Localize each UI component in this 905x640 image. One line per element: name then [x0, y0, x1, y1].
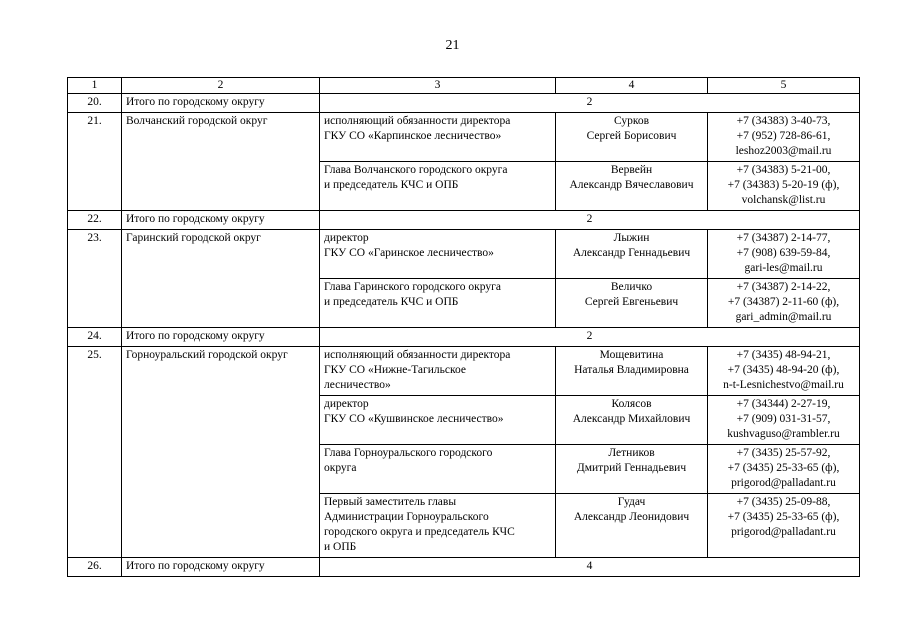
row-number: 26.	[68, 558, 122, 577]
row-number: 23.	[68, 230, 122, 328]
row-number: 24.	[68, 328, 122, 347]
person-name: Гудач Александр Леонидович	[556, 494, 708, 558]
contact-info: +7 (34344) 2-27-19, +7 (909) 031-31-57, kushvaguso@rambler.ru	[708, 396, 860, 445]
table-row	[68, 347, 860, 396]
total-label: Итого по городскому округу	[122, 328, 320, 347]
person-name: Вервейн Александр Вячеславович	[556, 162, 708, 211]
table-row	[68, 113, 860, 162]
total-value: 4	[320, 558, 860, 577]
position-cell: исполняющий обязанности директора ГКУ СО «Карпинское лесничество»	[320, 113, 556, 162]
person-name: Величко Сергей Евгеньевич	[556, 279, 708, 328]
header-cell: 5	[708, 78, 860, 94]
total-row	[68, 94, 860, 113]
page-number: 21	[445, 38, 460, 53]
district-name: Волчанский городской округ	[122, 113, 320, 211]
position-cell: Первый заместитель главы Администрации Горноуральского городского округа и председатель КЧС и ОПБ	[320, 494, 556, 558]
header-row	[68, 78, 860, 94]
total-label: Итого по городскому округу	[122, 94, 320, 113]
person-name: Лыжин Александр Геннадьевич	[556, 230, 708, 279]
row-number: 21.	[68, 113, 122, 211]
total-row	[68, 558, 860, 577]
position-cell: Глава Горноуральского городского округа	[320, 445, 556, 494]
contact-info: +7 (34387) 2-14-77, +7 (908) 639-59-84, gari-les@mail.ru	[708, 230, 860, 279]
total-row	[68, 328, 860, 347]
position-cell: Глава Гаринского городского округа и председатель КЧС и ОПБ	[320, 279, 556, 328]
contact-info: +7 (34383) 5-21-00, +7 (34383) 5-20-19 (ф), volchansk@list.ru	[708, 162, 860, 211]
row-number: 22.	[68, 211, 122, 230]
district-name: Гаринский городской округ	[122, 230, 320, 328]
total-row	[68, 211, 860, 230]
position-cell: директор ГКУ СО «Гаринское лесничество»	[320, 230, 556, 279]
total-value: 2	[320, 211, 860, 230]
contacts-table	[67, 77, 860, 577]
contact-info: +7 (34383) 3-40-73, +7 (952) 728-86-61, leshoz2003@mail.ru	[708, 113, 860, 162]
person-name: Колясов Александр Михайлович	[556, 396, 708, 445]
position-cell: исполняющий обязанности директора ГКУ СО «Нижне-Тагильское лесничество»	[320, 347, 556, 396]
total-label: Итого по городскому округу	[122, 558, 320, 577]
header-cell: 3	[320, 78, 556, 94]
table-row	[68, 230, 860, 279]
total-value: 2	[320, 328, 860, 347]
person-name: Летников Дмитрий Геннадьевич	[556, 445, 708, 494]
contact-info: +7 (34387) 2-14-22, +7 (34387) 2-11-60 (ф), gari_admin@mail.ru	[708, 279, 860, 328]
contact-info: +7 (3435) 25-09-88, +7 (3435) 25-33-65 (ф), prigorod@palladant.ru	[708, 494, 860, 558]
header-cell: 4	[556, 78, 708, 94]
person-name: Сурков Сергей Борисович	[556, 113, 708, 162]
total-value: 2	[320, 94, 860, 113]
contact-info: +7 (3435) 25-57-92, +7 (3435) 25-33-65 (ф), prigorod@palladant.ru	[708, 445, 860, 494]
header-cell: 2	[122, 78, 320, 94]
row-number: 20.	[68, 94, 122, 113]
contact-info: +7 (3435) 48-94-21, +7 (3435) 48-94-20 (ф), n-t-Lesnichestvo@mail.ru	[708, 347, 860, 396]
district-name: Горноуральский городской округ	[122, 347, 320, 558]
person-name: Мощевитина Наталья Владимировна	[556, 347, 708, 396]
row-number: 25.	[68, 347, 122, 558]
position-cell: Глава Волчанского городского округа и председатель КЧС и ОПБ	[320, 162, 556, 211]
total-label: Итого по городскому округу	[122, 211, 320, 230]
header-cell: 1	[68, 78, 122, 94]
position-cell: директор ГКУ СО «Кушвинское лесничество»	[320, 396, 556, 445]
